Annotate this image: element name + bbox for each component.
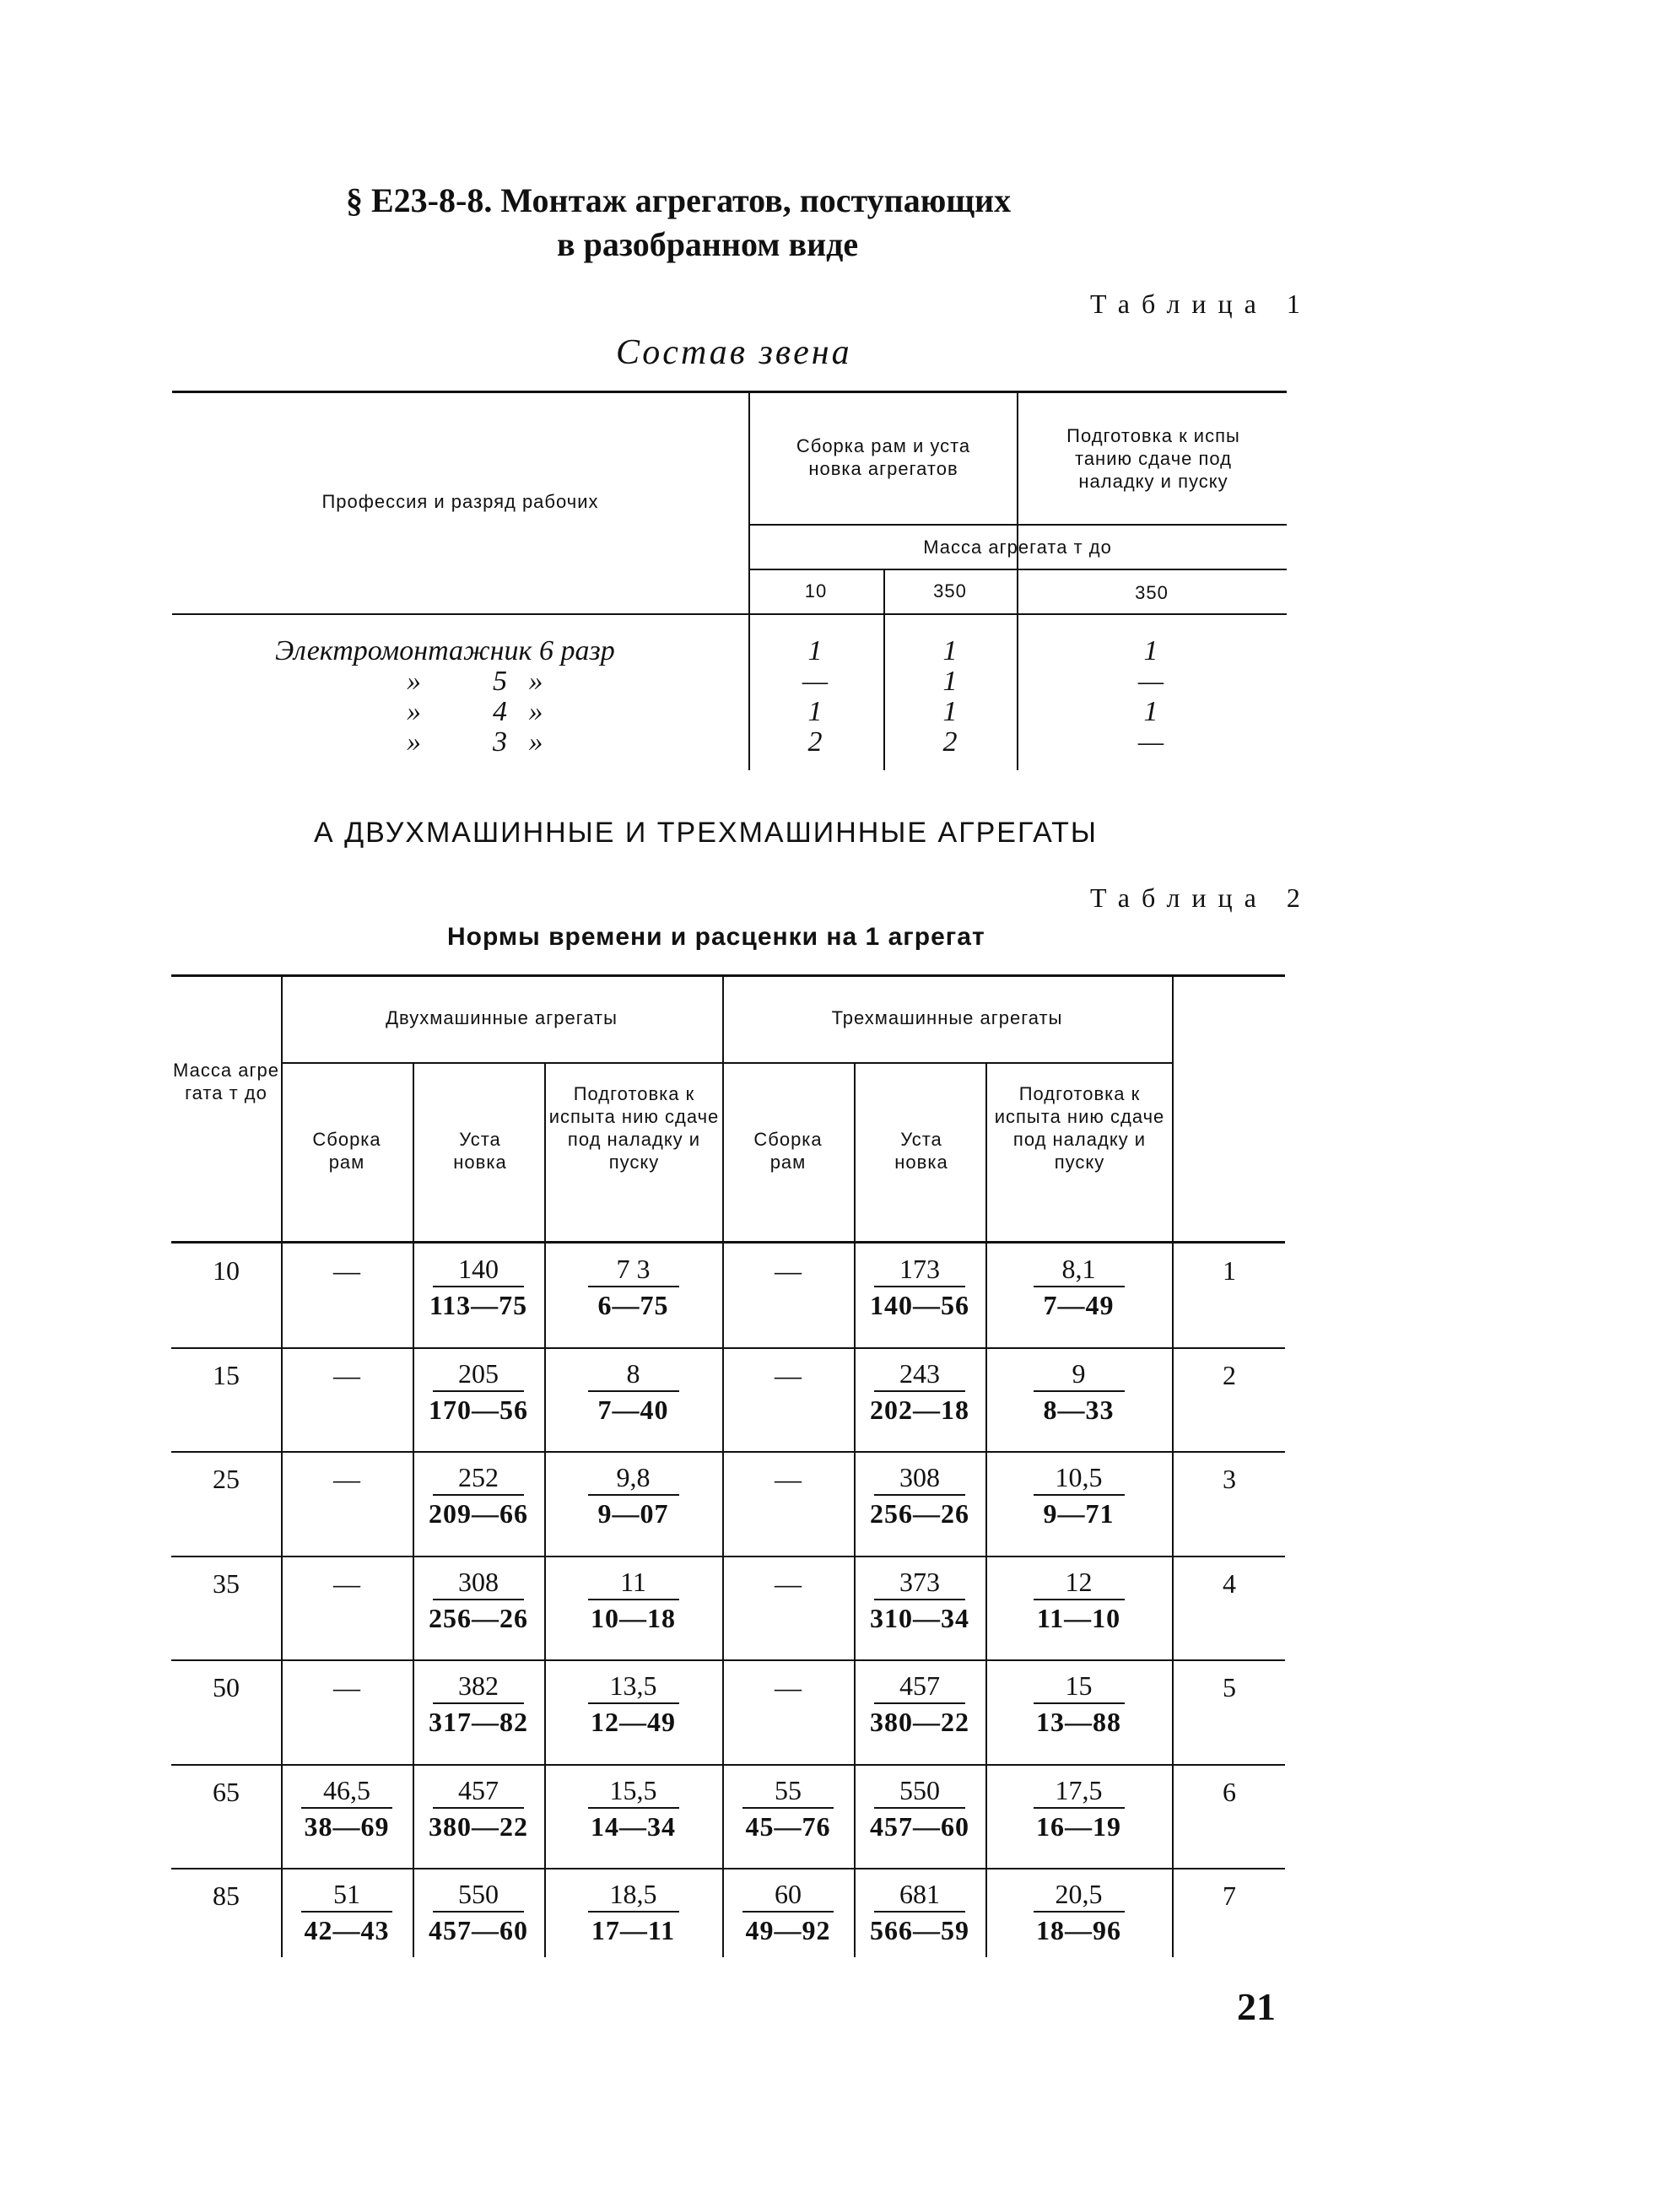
table1-col-assembly: Сборка рам и уста новка агрегатов xyxy=(796,435,971,479)
table2 xyxy=(171,974,1285,1961)
table1-mass-value: 350 xyxy=(1135,582,1169,603)
table2-empty-cell: — xyxy=(333,1567,360,1599)
table1-label: Таблица 1 xyxy=(1090,289,1312,319)
table1-col-prep: Подготовка к испы танию сдаче под наладку и пуску xyxy=(1066,425,1240,492)
time-norm: 9 xyxy=(1072,1357,1086,1389)
section-heading: А ДВУХМАШИННЫЕ И ТРЕХМАШИННЫЕ АГРЕГАТЫ xyxy=(314,817,1098,849)
table1-cell: 1 xyxy=(807,696,823,727)
time-norm: 173 xyxy=(899,1254,940,1284)
table2-norm-cell xyxy=(544,1252,722,1323)
rate-value: 49—92 xyxy=(745,1915,831,1945)
time-norm: 8,1 xyxy=(1061,1254,1096,1284)
table2-row-number: 3 xyxy=(1223,1464,1236,1494)
table2-mass-cell: 50 xyxy=(213,1672,240,1702)
table2-row-number: 6 xyxy=(1223,1776,1236,1807)
table1-cell: 1 xyxy=(942,696,958,727)
rate-value: 457—60 xyxy=(429,1915,528,1945)
table2-empty-cell: — xyxy=(333,1359,360,1390)
rate-value: 45—76 xyxy=(745,1810,831,1842)
table1-cell: — xyxy=(1137,666,1164,697)
rate-value: 9—71 xyxy=(1043,1498,1115,1529)
table2-norm-cell xyxy=(854,1669,985,1740)
table1-cell: — xyxy=(802,666,829,697)
time-norm: 15 xyxy=(1065,1670,1093,1701)
table1-cell: 1 xyxy=(1143,696,1158,727)
table1-profession: » 4 » xyxy=(407,696,543,727)
table1-profession: » 5 » xyxy=(407,666,543,697)
rate-value: 310—34 xyxy=(870,1602,969,1633)
table2-norm-cell xyxy=(413,1565,544,1636)
table2-empty-cell: — xyxy=(333,1464,360,1494)
time-norm: 252 xyxy=(458,1462,499,1492)
rate-value: 209—66 xyxy=(429,1498,528,1529)
time-norm: 51 xyxy=(333,1879,360,1909)
table2-empty-cell: — xyxy=(775,1672,802,1702)
table2-row-rule xyxy=(171,1868,1285,1869)
time-norm: 15,5 xyxy=(609,1774,657,1805)
rate-value: 11—10 xyxy=(1036,1602,1121,1633)
table2-empty-cell: — xyxy=(775,1359,802,1390)
time-norm: 18,5 xyxy=(609,1879,657,1909)
table1-mass-value: 10 xyxy=(804,580,828,602)
table2-norm-cell xyxy=(854,1773,985,1844)
table2-norm-cell xyxy=(985,1252,1172,1323)
rate-value: 256—26 xyxy=(429,1602,528,1633)
table2-norm-cell xyxy=(281,1773,413,1844)
table2-sub-install: Уста новка xyxy=(453,1129,507,1173)
table2-norm-cell xyxy=(985,1773,1172,1844)
table1-profession: Электромонтажник 6 разр xyxy=(275,635,615,666)
table2-col-mass: Масса агре гата т до xyxy=(173,1060,279,1103)
rate-value: 13—88 xyxy=(1036,1707,1121,1737)
table2-norm-cell xyxy=(854,1460,985,1531)
section-title-line1: § Е23-8-8. Монтаж агрегатов, поступающих xyxy=(346,181,1012,219)
table2-empty-cell: — xyxy=(775,1567,802,1599)
table2-norm-cell xyxy=(985,1669,1172,1740)
table1-cell: 2 xyxy=(942,726,958,758)
time-norm: 10,5 xyxy=(1055,1462,1103,1492)
rate-value: 380—22 xyxy=(870,1707,969,1737)
time-norm: 20,5 xyxy=(1055,1879,1103,1909)
table2-row-number: 1 xyxy=(1223,1255,1236,1286)
time-norm: 7 3 xyxy=(616,1254,651,1284)
table2-group-rule xyxy=(281,1062,1173,1064)
table2-row-number: 4 xyxy=(1223,1567,1236,1599)
table2-row-rule xyxy=(171,1347,1285,1349)
table2-mass-cell: 15 xyxy=(213,1359,240,1390)
time-norm: 12 xyxy=(1065,1566,1093,1597)
table2-header-bottom-rule xyxy=(171,1241,1285,1244)
time-norm: 9,8 xyxy=(616,1462,651,1492)
time-norm: 11 xyxy=(620,1566,646,1597)
rate-value: 566—59 xyxy=(870,1915,969,1945)
table1-vline xyxy=(1017,391,1018,770)
table1-cell: 1 xyxy=(1143,635,1158,666)
table2-norm-cell xyxy=(413,1252,544,1323)
time-norm: 205 xyxy=(458,1357,499,1389)
table2-sub-install: Уста новка xyxy=(894,1129,948,1173)
rate-value: 7—40 xyxy=(597,1394,669,1425)
time-norm: 60 xyxy=(775,1879,802,1909)
table2-norm-cell xyxy=(722,1877,854,1948)
table2-empty-cell: — xyxy=(333,1255,360,1286)
table2-norm-cell xyxy=(413,1773,544,1844)
table2-row-number: 5 xyxy=(1223,1672,1236,1702)
rate-value: 202—18 xyxy=(870,1394,969,1425)
time-norm: 8 xyxy=(626,1357,640,1389)
table1 xyxy=(172,391,1287,770)
time-norm: 373 xyxy=(899,1566,940,1597)
table2-mass-cell: 10 xyxy=(213,1255,240,1286)
rate-value: 113—75 xyxy=(429,1290,528,1320)
time-norm: 140 xyxy=(458,1254,499,1284)
table2-norm-cell xyxy=(985,1877,1172,1948)
table2-group-two: Двухмашинные агрегаты xyxy=(386,1007,618,1028)
table2-sub-assembly: Сборка рам xyxy=(312,1129,381,1173)
table1-cell: 1 xyxy=(807,635,823,666)
table1-mass-value: 350 xyxy=(933,580,967,602)
rate-value: 18—96 xyxy=(1036,1915,1121,1945)
rate-value: 256—26 xyxy=(870,1498,969,1529)
table2-norm-cell xyxy=(854,1877,985,1948)
rate-value: 6—75 xyxy=(597,1290,669,1320)
table2-empty-cell: — xyxy=(775,1464,802,1494)
table2-mass-cell: 25 xyxy=(213,1464,240,1494)
time-norm: 308 xyxy=(458,1566,499,1597)
rate-value: 317—82 xyxy=(429,1707,528,1737)
table2-sub-assembly: Сборка рам xyxy=(753,1129,823,1173)
time-norm: 243 xyxy=(899,1357,940,1389)
rate-value: 16—19 xyxy=(1036,1810,1121,1842)
time-norm: 17,5 xyxy=(1055,1774,1103,1805)
table2-norm-cell xyxy=(544,1773,722,1844)
section-title-line2: в разобранном виде xyxy=(557,225,859,263)
rate-value: 9—07 xyxy=(597,1498,669,1529)
table2-norm-cell xyxy=(854,1565,985,1636)
table2-empty-cell: — xyxy=(775,1255,802,1286)
rate-value: 170—56 xyxy=(429,1394,528,1425)
table2-norm-cell xyxy=(854,1357,985,1427)
table2-top-rule xyxy=(171,974,1285,977)
table1-cell: — xyxy=(1137,726,1164,758)
time-norm: 13,5 xyxy=(609,1670,657,1701)
table2-norm-cell xyxy=(854,1252,985,1323)
rate-value: 14—34 xyxy=(591,1810,676,1842)
table2-row-number: 7 xyxy=(1223,1880,1236,1911)
rate-value: 7—49 xyxy=(1043,1290,1115,1320)
time-norm: 308 xyxy=(899,1462,940,1492)
table2-row-rule xyxy=(171,1764,1285,1766)
table2-mass-cell: 85 xyxy=(213,1880,240,1911)
table2-norm-cell xyxy=(413,1357,544,1427)
table2-caption: Нормы времени и расценки на 1 агрегат xyxy=(447,923,985,951)
table2-norm-cell xyxy=(544,1357,722,1427)
time-norm: 55 xyxy=(775,1774,802,1805)
rate-value: 17—11 xyxy=(591,1915,676,1945)
table1-top-rule xyxy=(172,391,1287,393)
table2-norm-cell xyxy=(985,1460,1172,1531)
table2-norm-cell xyxy=(722,1773,854,1844)
table2-norm-cell xyxy=(281,1877,413,1948)
rate-value: 8—33 xyxy=(1043,1394,1115,1425)
table2-mass-cell: 65 xyxy=(213,1776,240,1807)
time-norm: 382 xyxy=(458,1670,499,1701)
table2-empty-cell: — xyxy=(333,1672,360,1702)
table2-norm-cell xyxy=(544,1460,722,1531)
rate-value: 10—18 xyxy=(591,1602,676,1633)
rate-value: 12—49 xyxy=(591,1707,676,1737)
time-norm: 681 xyxy=(899,1879,940,1909)
time-norm: 457 xyxy=(458,1774,499,1805)
table2-norm-cell xyxy=(413,1669,544,1740)
table2-norm-cell xyxy=(985,1565,1172,1636)
table1-cell: 1 xyxy=(942,666,958,697)
rate-value: 42—43 xyxy=(304,1915,390,1945)
table2-row-rule xyxy=(171,1659,1285,1661)
table2-norm-cell xyxy=(544,1877,722,1948)
table1-col-profession: Профессия и разряд рабочих xyxy=(321,491,599,512)
time-norm: 457 xyxy=(899,1670,940,1701)
rate-value: 457—60 xyxy=(870,1810,969,1842)
rate-value: 38—69 xyxy=(304,1810,390,1842)
table2-norm-cell xyxy=(544,1669,722,1740)
table1-caption: Состав звена xyxy=(616,333,852,372)
table2-norm-cell xyxy=(413,1877,544,1948)
time-norm: 46,5 xyxy=(323,1774,370,1805)
table1-profession: » 3 » xyxy=(407,726,543,758)
page-number: 21 xyxy=(1237,1985,1276,2028)
table1-cell: 2 xyxy=(807,726,823,758)
table2-norm-cell xyxy=(413,1460,544,1531)
table2-norm-cell xyxy=(544,1565,722,1636)
time-norm: 550 xyxy=(899,1774,940,1805)
table2-row-number: 2 xyxy=(1223,1359,1236,1390)
table2-norm-cell xyxy=(985,1357,1172,1427)
table2-row-rule xyxy=(171,1451,1285,1453)
table1-header-bottom-rule xyxy=(172,613,1287,615)
table2-sub-prep: Подготовка к испыта нию сдаче под наладку и пуску xyxy=(994,1083,1165,1173)
table2-row-rule xyxy=(171,1556,1285,1557)
table2-label: Таблица 2 xyxy=(1090,882,1312,913)
rate-value: 140—56 xyxy=(870,1290,969,1320)
time-norm: 550 xyxy=(458,1879,499,1909)
table1-mass-header: Масса агрегата т до xyxy=(923,537,1112,558)
table2-mass-cell: 35 xyxy=(213,1567,240,1599)
table1-cell: 1 xyxy=(942,635,958,666)
table2-sub-prep: Подготовка к испыта нию сдаче под наладку и пуску xyxy=(548,1083,720,1173)
rate-value: 380—22 xyxy=(429,1810,528,1842)
table2-group-three: Трехмашинные агрегаты xyxy=(831,1007,1063,1028)
